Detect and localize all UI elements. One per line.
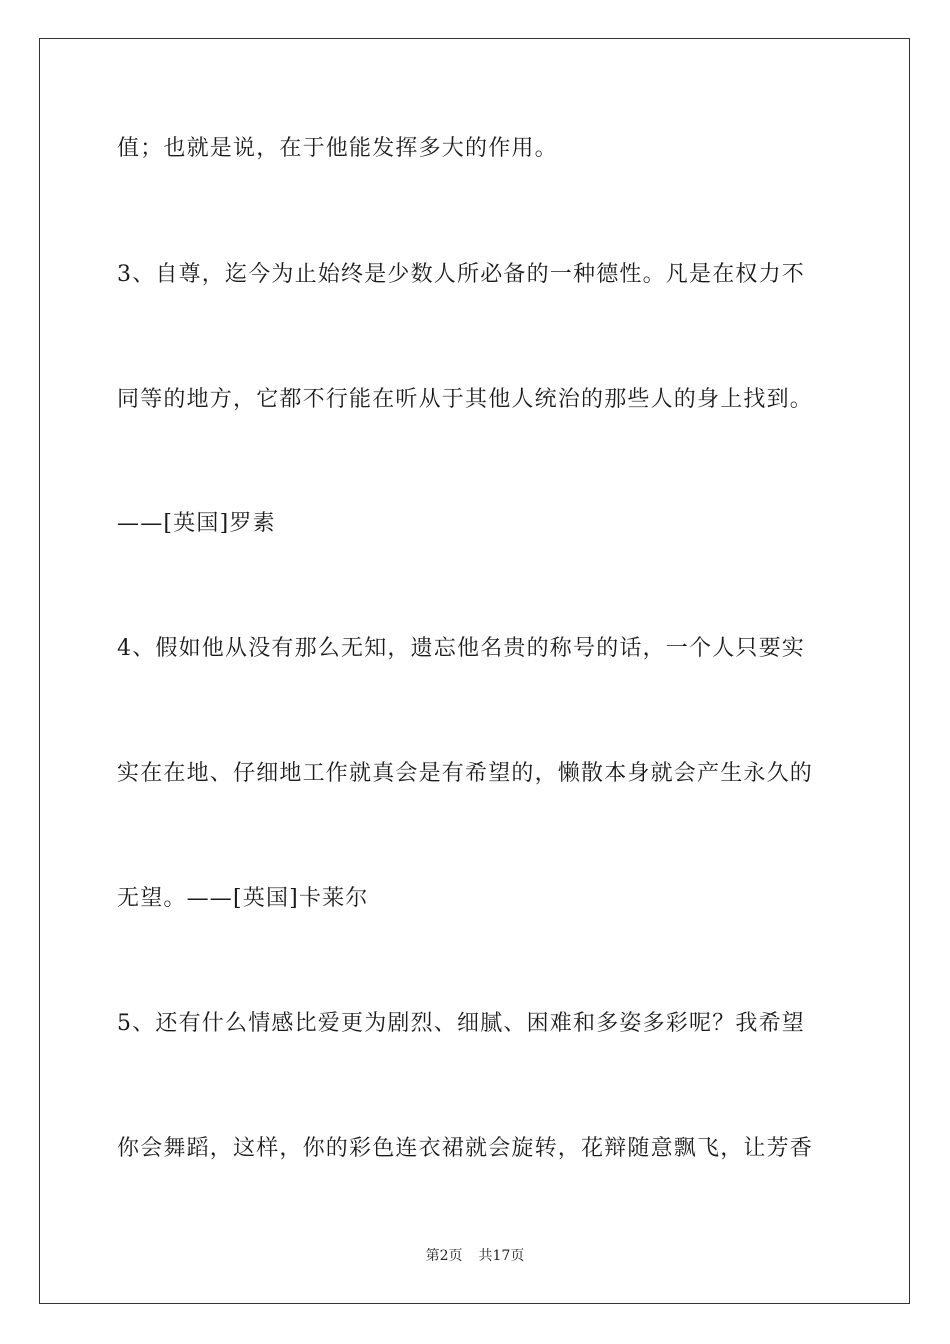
page-border <box>39 38 910 1304</box>
text-line: 你会舞蹈，这样，你的彩色连衣裙就会旋转，花辩随意飘飞，让芳香 <box>117 1136 814 1161</box>
text-line: 同等的地方，它都不行能在听从于其他人统治的那些人的身上找到。 <box>117 387 814 412</box>
text-line: 无望。——[英国]卡莱尔 <box>117 886 369 911</box>
text-line: 5、还有什么情感比爱更为剧烈、细腻、困难和多姿多彩呢？我希望 <box>117 1011 805 1036</box>
text-line: ——[英国]罗素 <box>117 511 276 536</box>
page-number: 第2页 <box>425 1248 463 1264</box>
text-line: 4、假如他从没有那么无知，遗忘他名贵的称号的话，一个人只要实 <box>117 636 805 661</box>
text-line: 3、自尊，迄今为止始终是少数人所必备的一种德性。凡是在权力不 <box>117 262 805 287</box>
page-footer <box>0 1246 950 1266</box>
page-total: 共17页 <box>478 1248 525 1264</box>
text-line: 值；也就是说，在于他能发挥多大的作用。 <box>117 136 558 161</box>
text-line: 实在在地、仔细地工作就真会是有希望的，懒散本身就会产生永久的 <box>117 761 814 786</box>
